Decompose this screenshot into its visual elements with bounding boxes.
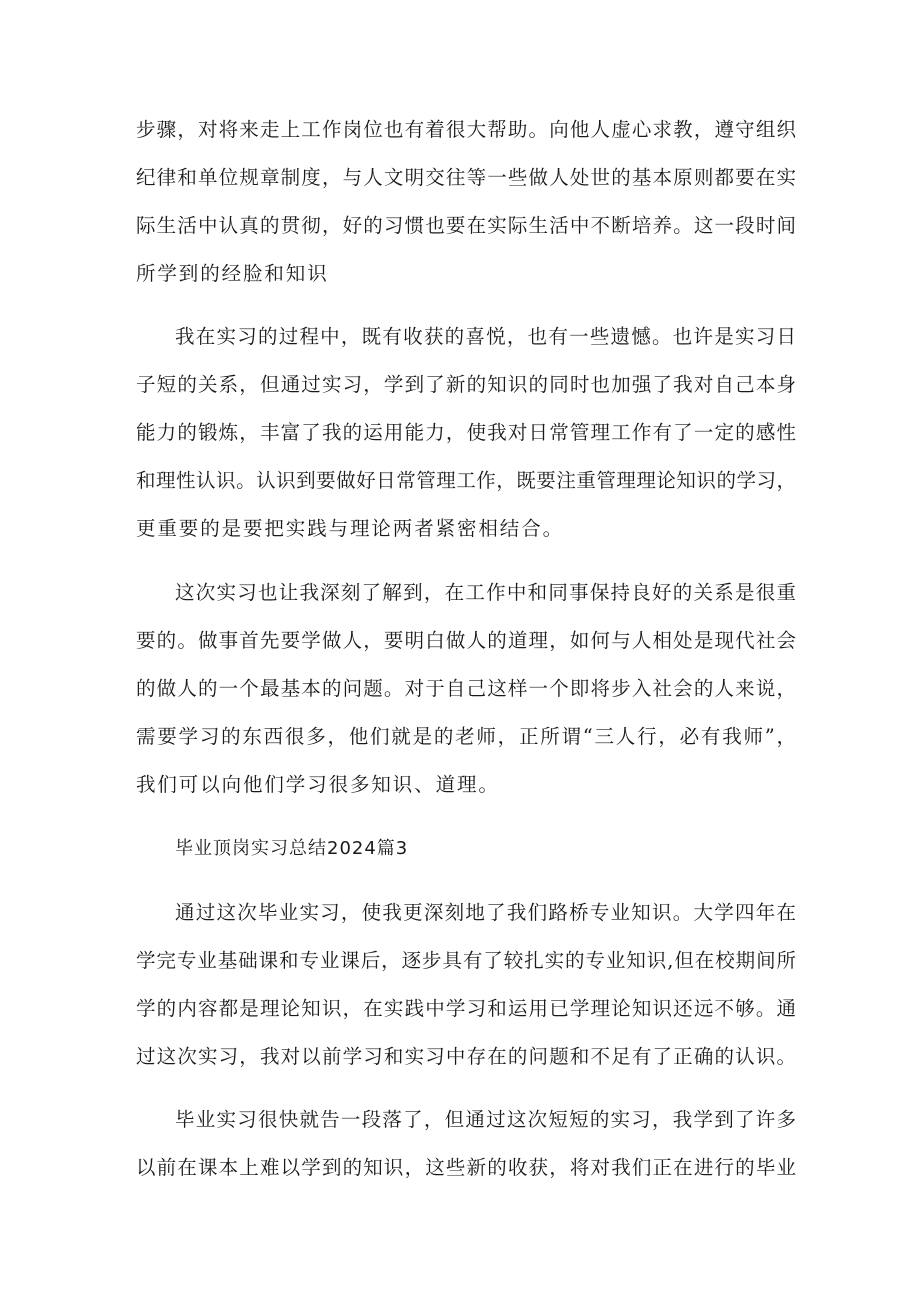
paragraph-line: 我们可以向他们学习很多知识、道理。: [136, 773, 500, 796]
paragraph-line: 所学到的经脸和知识: [136, 262, 329, 285]
paragraph-line: 以前在课本上难以学到的知识，这些新的收获，将对我们正在进行的毕业: [136, 1156, 796, 1179]
paragraph-line: 更重要的是要把实践与理论两者紧密相结合。: [136, 517, 565, 540]
paragraph-line: 学的内容都是理论知识，在实践中学习和运用已学理论知识还远不够。通: [136, 997, 796, 1020]
paragraph-line: 这次实习也让我深刻了解到，在工作中和同事保持良好的关系是很重: [175, 581, 796, 604]
paragraph-line: 子短的关系，但通过实习，学到了新的知识的同时也加强了我对自己本身: [136, 373, 796, 396]
paragraph-line: 毕业实习很快就告一段落了，但通过这次短短的实习，我学到了许多: [175, 1108, 796, 1131]
paragraph-line: 需要学习的东西很多，他们就是的老师，正所谓“三人行，必有我师”，: [136, 725, 796, 748]
paragraph-line: 通过这次毕业实习，使我更深刻地了我们路桥专业知识。大学四年在: [175, 901, 796, 924]
section-heading: 毕业顶岗实习总结2024篇3: [175, 838, 409, 859]
paragraph-line: 能力的锻炼，丰富了我的运用能力，使我对日常管理工作有了一定的感性: [136, 421, 796, 444]
paragraph-line: 步骤，对将来走上工作岗位也有着很大帮助。向他人虚心求教，遵守组织: [136, 118, 796, 141]
paragraph-line: 学完专业基础课和专业课后，逐步具有了较扎实的专业知识,但在校期间所: [136, 949, 796, 972]
paragraph-line: 纪律和单位规章制度，与人文明交往等一些做人处世的基本原则都要在实: [136, 166, 796, 189]
paragraph-line: 的做人的一个最基本的问题。对于自己这样一个即将步入社会的人来说，: [136, 677, 796, 700]
paragraph-line: 和理性认识。认识到要做好日常管理工作，既要注重管理理论知识的学习，: [136, 469, 796, 492]
paragraph-line: 我在实习的过程中，既有收获的喜悦，也有一些遗憾。也许是实习日: [175, 325, 796, 348]
paragraph-line: 过这次实习，我对以前学习和实习中存在的问题和不足有了正确的认识。: [136, 1045, 796, 1068]
paragraph-line: 际生活中认真的贯彻，好的习惯也要在实际生活中不断培养。这一段时间: [136, 214, 796, 237]
paragraph-line: 要的。做事首先要学做人，要明白做人的道理，如何与人相处是现代社会: [136, 629, 796, 652]
